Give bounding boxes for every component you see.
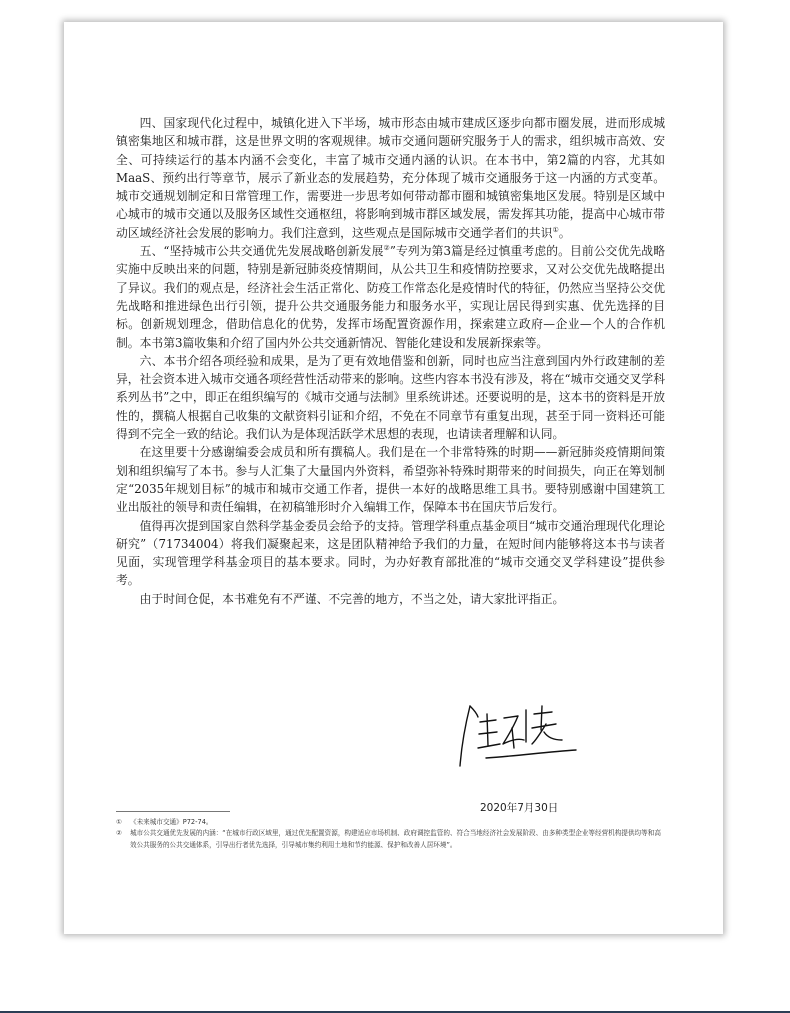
paragraph-6: 六、本书介绍各项经验和成果，是为了更有效地借鉴和创新，同时也应当注意到国内外行政建制的差异，社会资本进入城市交通各项经营性活动带来的影响。这些内容本书没有涉及，将在“城市交通交叉学科系列丛书”之中，即正在组织编写的《城市交通与法制》里系统讲述。还要说明的是，这本书的资料是开放性的，撰稿人根据自己收集的文献资料引证和介绍，不免在不同章节有重复出现，甚至于同一资料还可能得到不完全一致的结论。我们认为是体现活跃学术思想的表现，也请读者理解和认同。 [116,353,665,442]
paragraph-4 [116,114,665,242]
paragraph-5 [116,242,665,352]
paragraph-funding: 值得再次提到国家自然科学基金委员会给予的支持。管理学科重点基金项目“城市交通治理现代化理论研究”（71734004）将我们凝聚起来，这是团队精神给予我们的力量，在短时间内能够将这本书与读者见面，实现管理学科基金项目的基本要求。同时，为办好教育部批准的“城市交通交叉学科建设”提供参考。 [116,518,665,588]
footnote-divider [116,811,230,812]
preface-body [116,114,665,608]
footnote-1-mark: ① [116,818,122,826]
footnote-2 [116,828,665,851]
preface-date: 2020年7月30日 [480,802,559,814]
document-page [64,22,723,934]
footnote-2-text: 城市公共交通优先发展的内涵：“在城市行政区域里，通过优先配置资源，构建适应市场机制、政府调控监管的、符合当地经济社会发展阶段、由多种类型企业等经营机构提供均等和高效公共服务的公共交通体系，引导出行者优先选择，引导城市集约利用土地和节约能源、保护和改善人居环境”。 [130,829,661,849]
paragraph-5-text: 五、“坚持城市公共交通优先发展战略创新发展 [139,244,384,259]
footnote-1-text: 《未来城市交通》P72-74。 [130,818,213,826]
footnote-2-mark: ② [116,829,122,838]
footnote-ref-2[interactable]: ② [383,244,390,253]
footnote-1 [116,817,665,828]
footnotes [116,817,665,851]
paragraph-thanks: 在这里要十分感谢编委会成员和所有撰稿人。我们是在一个非常特殊的时期——新冠肺炎疫情期间策划和组织编写了本书。参与人汇集了大量国内外资料，希望弥补特殊时期带来的时间损失，向正在筹划制定“2035年规划目标”的城市和城市交通工作者，提供一本好的战略思维工具书。要特别感谢中国建筑工业出版社的领导和责任编辑，在初稿雏形时介入编辑工作，保障本书在国庆节后发行。 [116,445,665,515]
handwritten-signature [456,700,578,772]
footnote-ref-1[interactable]: ① [552,225,559,234]
paragraph-5-rest: ”专列为第3篇是经过慎重考虑的。目前公交优先战略实施中反映出来的问题，特别是新冠肺炎疫情期间，从公共卫生和疫情防控要求，又对公交优先战略提出了异议。我们的观点是，经济社会生活正常化、防疫工作常态化是疫情时代的特征，仍然应当坚持公交优先战略和推进绿色出行引领，提升公共交通服务能力和服务水平，实现让居民得到实惠、优先选择的目标。创新规划理念，借助信息化的优势，发挥市场配置资源作用，探索建立政府—企业—个人的合作机制。本书第3篇收集和介绍了国内外公共交通新情况、智能化建设和发展新探索等。 [116,244,665,350]
paragraph-4-end: 。 [558,225,571,240]
paragraph-4-text: 四、国家现代化过程中，城镇化进入下半场，城市形态由城市建成区逐步向都市圈发展，进而形成城镇密集地区和城市群，这是世界文明的客观规律。城市交通问题研究服务于人的需求，组织城市高效、安全、可持续运行的基本内涵不会变化，丰富了城市交通内涵的认识。在本书中，第2篇的内容，尤其如MaaS、预约出行等章节，展示了新业态的发展趋势，充分体现了城市交通服务于这一内涵的方式变革。城市交通规划制定和日常管理工作，需要进一步思考如何带动都市圈和城镇密集地区发展。特别是区域中心城市的城市交通以及服务区域性交通枢纽，将影响到城市群区域发展，需发挥其功能，提高中心城市带动区域经济社会发展的影响力。我们注意到，这些观点是国际城市交通学者们的共识 [116,116,665,240]
paragraph-closing: 由于时间仓促，本书难免有不严谨、不完善的地方，不当之处，请大家批评指正。 [139,591,565,606]
